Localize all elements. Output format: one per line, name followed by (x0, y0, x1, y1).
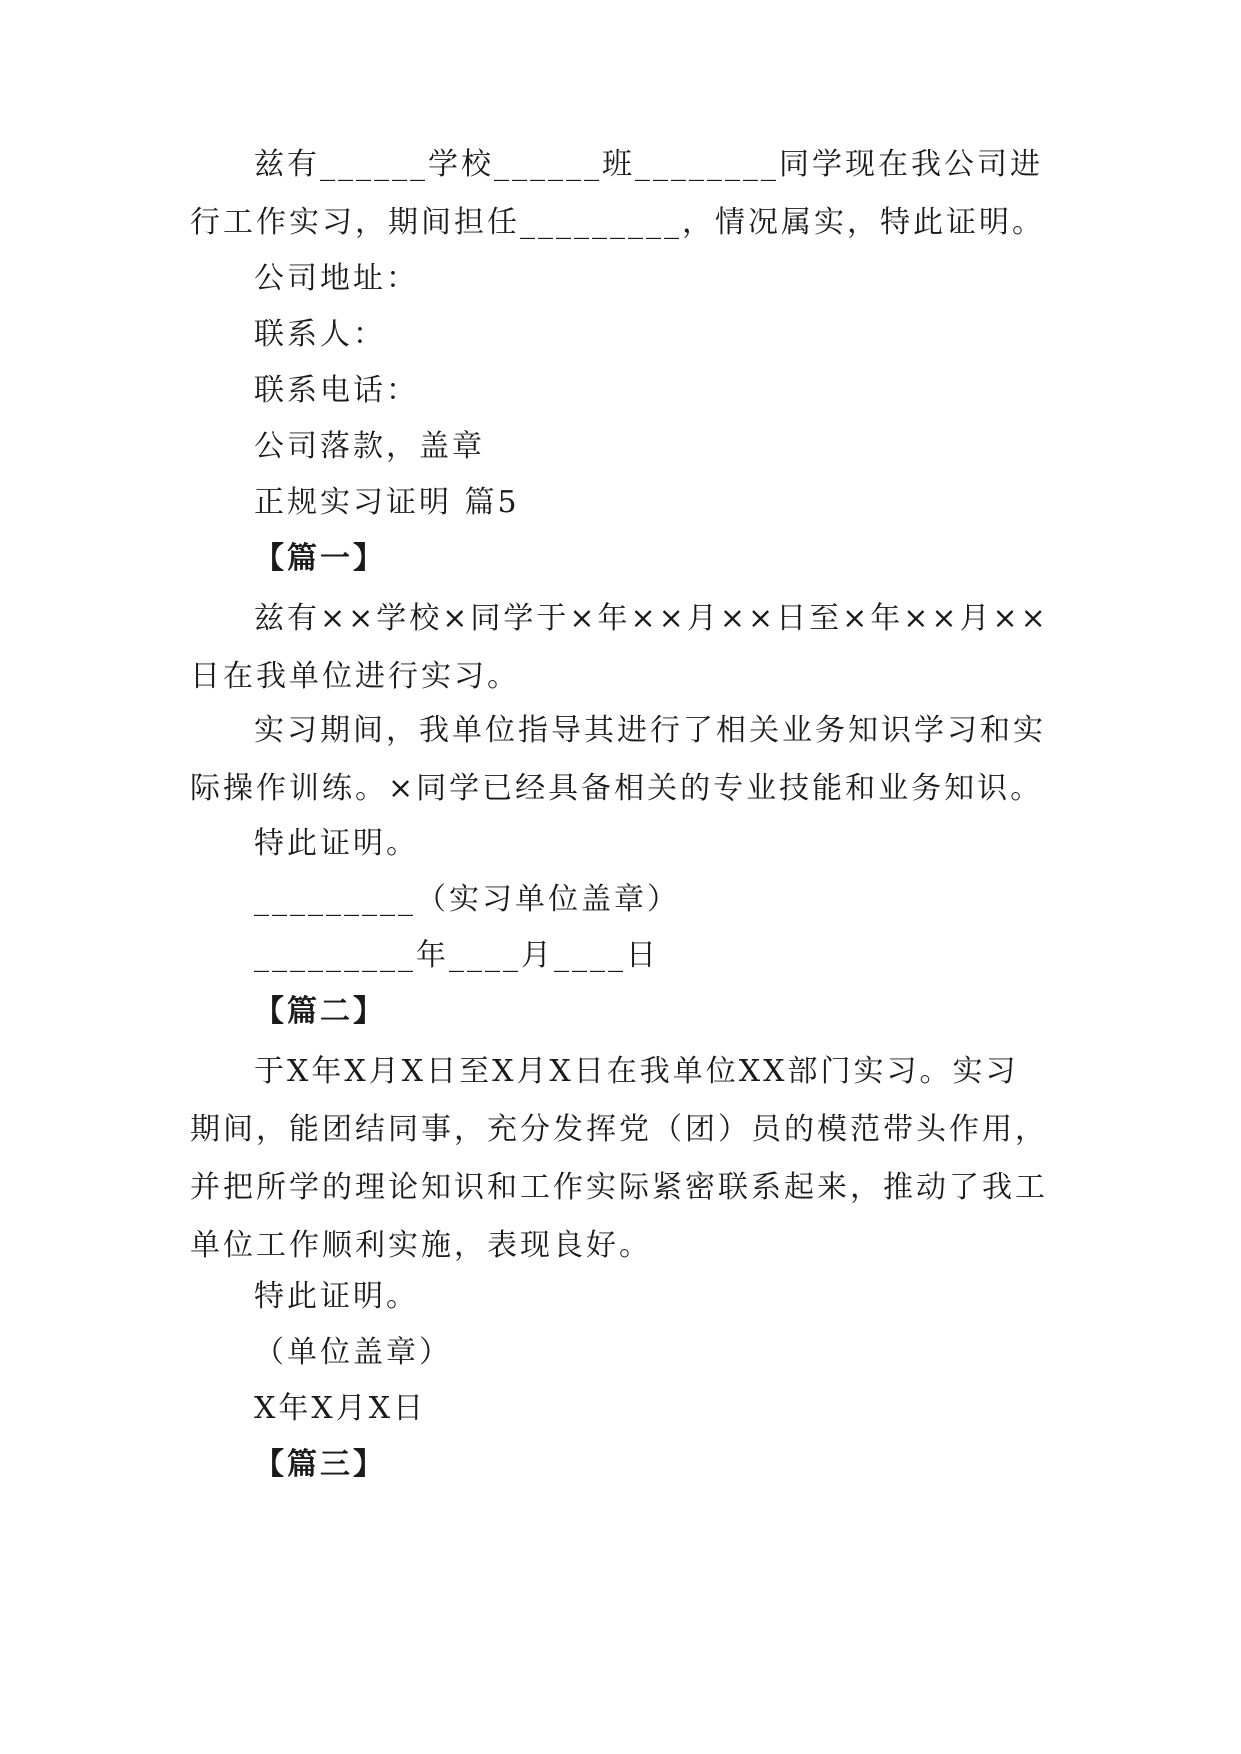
paragraph-one-details: 实习期间，我单位指导其进行了相关业务知识学习和实际操作训练。×同学已经具备相关的专业技能和业务知识。 (190, 713, 1046, 806)
paragraph-contact-person: 联系人： (254, 317, 386, 352)
paragraph-two-closing: 特此证明。 (254, 1279, 419, 1314)
paragraph-two-seal: （单位盖章） (254, 1335, 452, 1370)
section-title: 正规实习证明 篇5 (254, 485, 520, 520)
paragraph-one-seal: _________（实习单位盖章） (254, 882, 680, 917)
paragraph-contact-phone: 联系电话： (254, 373, 419, 408)
paragraph-certification: 兹有______学校______班________同学现在我公司进行工作实习，期间担任_________，情况属实，特此证明。 (190, 147, 1045, 240)
paragraph-company-seal: 公司落款，盖章 (254, 429, 485, 464)
paragraph-two-date: X年X月X日 (254, 1391, 427, 1426)
paragraph-one-date: _________年____月____日 (254, 938, 659, 973)
paragraph-one-closing: 特此证明。 (254, 826, 419, 861)
section-heading-one: 【篇一】 (254, 541, 386, 576)
section-heading-two: 【篇二】 (254, 994, 386, 1029)
paragraph-two-body: 于X年X月X日至X月X日在我单位XX部门实习。实习期间，能团结同事，充分发挥党（团）员的模范带头作用，并把所学的理论知识和工作实际紧密联系起来，推动了我工单位工作顺利实施，表现良好。 (190, 1054, 1048, 1263)
paragraph-one-intro: 兹有××学校×同学于×年××月××日至×年××月××日在我单位进行实习。 (190, 601, 1049, 694)
paragraph-company-address: 公司地址： (254, 261, 419, 296)
section-heading-three: 【篇三】 (254, 1447, 386, 1482)
